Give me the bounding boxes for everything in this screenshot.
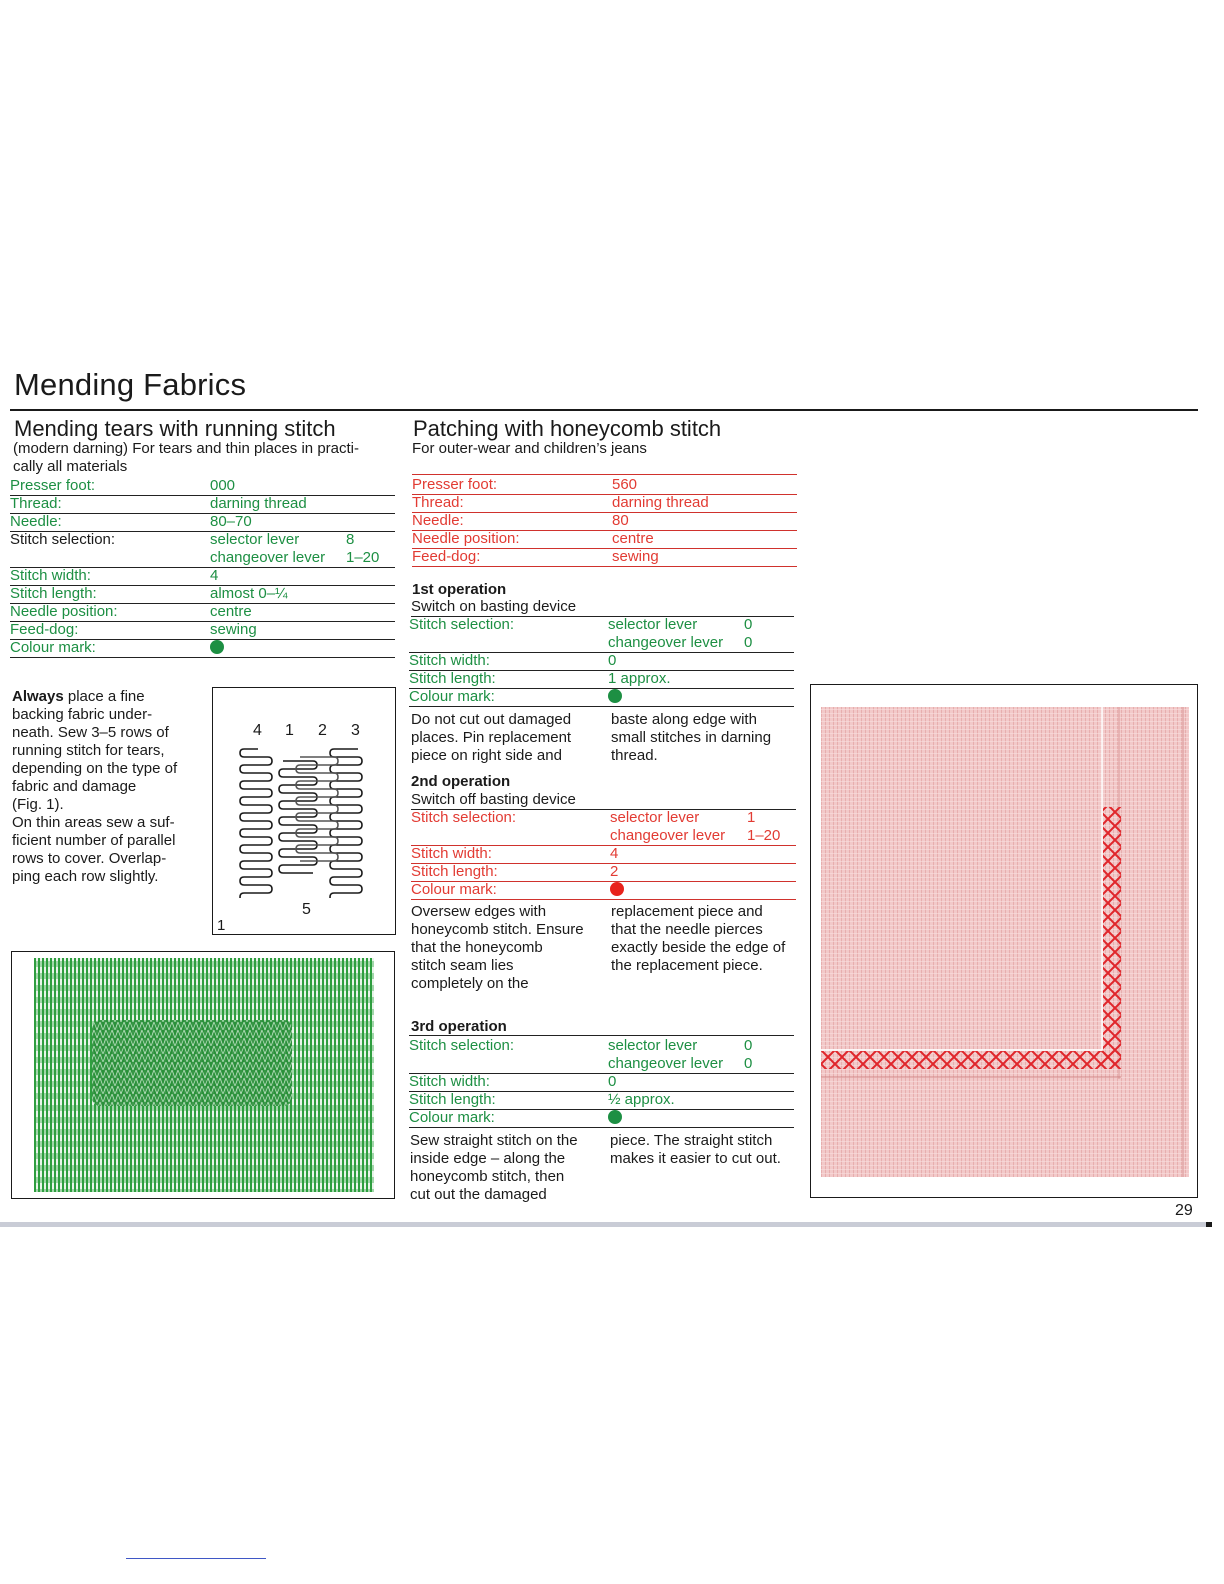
- row-value: 80–70: [210, 513, 252, 530]
- row-value: selector lever: [610, 809, 700, 826]
- text-line: stitch seam lies: [411, 957, 514, 974]
- text-line: piece on right side and: [411, 747, 562, 764]
- text-line: honeycomb stitch, then: [410, 1168, 565, 1185]
- row-label: Needle:: [412, 512, 464, 529]
- op2-note: [411, 791, 796, 810]
- table-row: [10, 639, 395, 658]
- table-row: [10, 531, 395, 568]
- section-subtitle: For outer-wear and children’s jeans: [412, 440, 647, 457]
- op3-text-right: [610, 1132, 805, 1168]
- section-subtitle-line-2: cally all materials: [13, 458, 128, 475]
- diagram-label: 4: [253, 722, 262, 739]
- row-label: Stitch selection:: [10, 531, 116, 548]
- footer-blue-line: [126, 1558, 266, 1559]
- row-label: Switch off basting device: [411, 791, 576, 808]
- text-line: neath. Sew 3–5 rows of: [12, 724, 169, 741]
- row-value: sewing: [210, 621, 257, 638]
- zigzag-stitch-paths: [238, 743, 378, 898]
- text-line: cut out the damaged: [410, 1186, 547, 1203]
- row-value: 4: [210, 567, 219, 584]
- text-line: ping each row slightly.: [12, 868, 159, 885]
- row-value: selector lever: [608, 1037, 698, 1054]
- diagram-label: 1: [285, 722, 294, 739]
- text-line: that the honeycomb: [411, 939, 543, 956]
- row-label: Colour mark:: [411, 881, 497, 898]
- row-number: 0: [744, 616, 753, 633]
- table-row: [411, 809, 796, 846]
- darned-fabric-photo: [11, 951, 395, 1199]
- section-heading-honeycomb: Patching with honeycomb stitch: [413, 416, 722, 441]
- row-number: 0: [744, 1037, 753, 1054]
- row-label: Colour mark:: [409, 1109, 495, 1126]
- row-label: Switch on basting device: [411, 598, 577, 615]
- green-darning-image: [34, 958, 374, 1192]
- row-value: 0: [608, 652, 617, 669]
- row-label: Presser foot:: [10, 477, 96, 494]
- text-line: fabric and damage: [12, 778, 137, 795]
- op3-rule: [409, 1035, 794, 1036]
- op2-text-right: [611, 903, 806, 975]
- row-value: darning thread: [210, 495, 307, 512]
- table-row: [10, 495, 395, 514]
- row-number: 8: [346, 531, 355, 548]
- op3-heading: 3rd operation: [411, 1018, 507, 1035]
- table-row: [412, 494, 797, 513]
- title-rule: [10, 409, 1198, 411]
- row-value: sewing: [612, 548, 659, 565]
- row-label: Stitch selection:: [411, 809, 517, 826]
- row-value: 80: [612, 512, 629, 529]
- row-value: changeover lever: [608, 1055, 724, 1072]
- row-value: centre: [210, 603, 252, 620]
- colour-mark-dot: [608, 1109, 622, 1127]
- row-label: Stitch selection:: [409, 616, 515, 633]
- text-line: completely on the: [411, 975, 529, 992]
- row-label: Colour mark:: [10, 639, 96, 656]
- row-number: 1–20: [346, 549, 380, 566]
- row-label: Presser foot:: [412, 476, 498, 493]
- table-top-rule: [412, 474, 797, 475]
- op3-text-left: [410, 1132, 605, 1204]
- text-line: thread.: [611, 747, 658, 764]
- table-row: [411, 881, 796, 900]
- text-line: makes it easier to cut out.: [610, 1150, 781, 1167]
- text-line: Sew straight stitch on the: [410, 1132, 578, 1149]
- bottom-bar-end-mark: [1206, 1222, 1212, 1227]
- text-line: Do not cut out damaged: [411, 711, 572, 728]
- row-value: darning thread: [612, 494, 709, 511]
- row-value: centre: [612, 530, 654, 547]
- text-line: that the needle pierces: [611, 921, 763, 938]
- table-row: [409, 1073, 794, 1092]
- text-line: Oversew edges with: [411, 903, 547, 920]
- row-label: Needle:: [10, 513, 62, 530]
- figure-1-darning-diagram: [212, 687, 396, 935]
- text-line: exactly beside the edge of: [611, 939, 786, 956]
- row-number: 1: [747, 809, 756, 826]
- row-value: 0: [608, 1073, 617, 1090]
- bottom-bar: [0, 1222, 1210, 1227]
- text-line: places. Pin replacement: [411, 729, 572, 746]
- row-value: 560: [612, 476, 638, 493]
- text-line: replacement piece and: [611, 903, 763, 920]
- table-row: [10, 603, 395, 622]
- table-row: [412, 476, 797, 495]
- table-row: [10, 567, 395, 586]
- text-line: honeycomb stitch. Ensure: [411, 921, 584, 938]
- table-row: [409, 1037, 794, 1074]
- text-line: depending on the type of: [12, 760, 178, 777]
- op1-note: [411, 598, 794, 617]
- text-line: On thin areas sew a suf-: [12, 814, 175, 831]
- section-heading-running-stitch: Mending tears with running stitch: [14, 416, 336, 441]
- colour-mark-dot: [608, 688, 622, 706]
- op1-text-left: [411, 711, 606, 765]
- table-row: [409, 1091, 794, 1110]
- text-line: rows to cover. Overlap-: [12, 850, 167, 867]
- row-number: 0: [744, 634, 753, 651]
- row-value: changeover lever: [610, 827, 726, 844]
- table-row: [411, 863, 796, 882]
- row-value: 1 approx.: [608, 670, 671, 687]
- page-number: 29: [1175, 1202, 1193, 1219]
- table-row: [10, 621, 395, 640]
- row-value: 000: [210, 477, 236, 494]
- op2-text-left: [411, 903, 606, 993]
- bold-lead-word: Always: [12, 688, 64, 705]
- row-label: Stitch width:: [10, 567, 91, 584]
- table-row: [409, 670, 794, 689]
- row-value: selector lever: [608, 616, 698, 633]
- row-value: 2: [610, 863, 619, 880]
- colour-mark-dot: [210, 639, 224, 657]
- row-label: Stitch width:: [409, 652, 490, 669]
- row-label: Needle position:: [412, 530, 520, 547]
- row-label: Stitch selection:: [409, 1037, 515, 1054]
- row-label: Stitch width:: [411, 845, 492, 862]
- text-line: place a fine: [63, 688, 145, 705]
- row-label: Stitch length:: [411, 863, 498, 880]
- text-line: the replacement piece.: [611, 957, 763, 974]
- row-label: Stitch length:: [409, 1091, 496, 1108]
- text-line: backing fabric under-: [12, 706, 153, 723]
- table-row: [412, 530, 797, 549]
- table-row: [10, 585, 395, 604]
- text-line: piece. The straight stitch: [610, 1132, 773, 1149]
- diagram-label: 5: [302, 901, 311, 918]
- table-row: [409, 688, 794, 707]
- row-value: changeover lever: [608, 634, 724, 651]
- row-label: Stitch length:: [10, 585, 97, 602]
- instruction-text-left: [12, 688, 202, 886]
- table-row: [409, 1109, 794, 1128]
- diagram-label: 3: [351, 722, 360, 739]
- op2-heading: 2nd operation: [411, 773, 511, 790]
- text-line: ficient number of parallel: [12, 832, 176, 849]
- text-line: small stitches in darning: [611, 729, 772, 746]
- row-value: ½ approx.: [608, 1091, 675, 1108]
- row-label: Thread:: [10, 495, 62, 512]
- op1-text-right: [611, 711, 801, 765]
- diagram-label: 2: [318, 722, 327, 739]
- row-value: almost 0–¼: [210, 585, 288, 602]
- colour-mark-dot: [610, 881, 624, 899]
- row-label: Thread:: [412, 494, 464, 511]
- table-row: [10, 477, 395, 496]
- section-subtitle-line-1: (modern darning) For tears and thin places in practi-: [13, 440, 359, 457]
- text-line: (Fig. 1).: [12, 796, 64, 813]
- row-label: Feed-dog:: [412, 548, 481, 565]
- row-number: 0: [744, 1055, 753, 1072]
- page-title: Mending Fabrics: [14, 367, 247, 402]
- table-row: [412, 548, 797, 567]
- table-row: [411, 845, 796, 864]
- text-line: running stitch for tears,: [12, 742, 165, 759]
- row-label: Needle position:: [10, 603, 118, 620]
- text-line: inside edge – along the: [410, 1150, 566, 1167]
- op1-heading: 1st operation: [412, 581, 507, 598]
- text-line: baste along edge with: [611, 711, 757, 728]
- row-value: 4: [610, 845, 619, 862]
- pink-fabric-image: [821, 707, 1189, 1177]
- row-number: 1–20: [747, 827, 781, 844]
- row-value: changeover lever: [210, 549, 326, 566]
- row-label: Stitch length:: [409, 670, 496, 687]
- honeycomb-patch-photo: [810, 684, 1198, 1198]
- row-label: Stitch width:: [409, 1073, 490, 1090]
- row-label: Feed-dog:: [10, 621, 79, 638]
- table-row: [409, 652, 794, 671]
- table-row: [412, 512, 797, 531]
- row-label: Colour mark:: [409, 688, 495, 705]
- figure-number: 1: [217, 917, 226, 934]
- row-value: selector lever: [210, 531, 300, 548]
- table-row: [409, 616, 794, 653]
- table-row: [10, 513, 395, 532]
